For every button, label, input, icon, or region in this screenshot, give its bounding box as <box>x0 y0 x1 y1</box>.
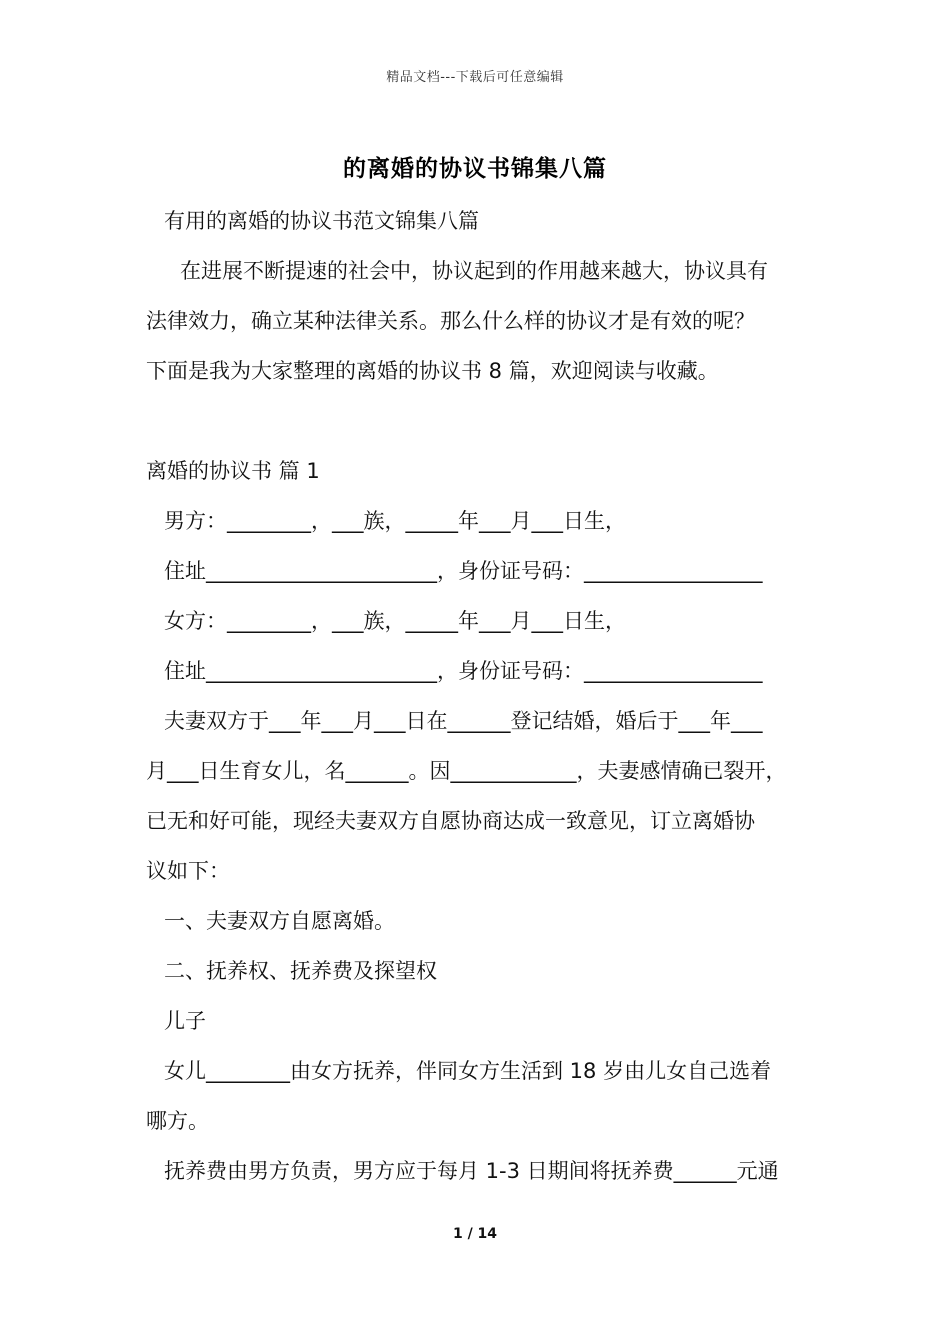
body-line-son: 儿子 <box>164 1009 206 1033</box>
page-number: 1 / 14 <box>452 1226 498 1242</box>
document-title: 的离婚的协议书锦集八篇 <box>343 156 607 182</box>
body-line-male-address: 住址______________________，身份证号码：_________________ <box>164 559 763 583</box>
clause-one: 一、夫妻双方自愿离婚。 <box>164 909 395 933</box>
intro-line-1: 在进展不断提速的社会中，协议起到的作用越来越大，协议具有 <box>180 259 768 283</box>
body-line-male-party: 男方：________，___族，_____年___月___日生， <box>164 509 626 533</box>
body-line-female-address: 住址______________________，身份证号码：_________________ <box>164 659 763 683</box>
body-line-female-party: 女方：________，___族，_____年___月___日生， <box>164 609 626 633</box>
body-line-marriage-3: 已无和好可能，现经夫妻双方自愿协商达成一致意见，订立离婚协 <box>146 809 755 833</box>
document-subtitle: 有用的离婚的协议书范文锦集八篇 <box>164 209 479 233</box>
body-line-daughter-2: 哪方。 <box>146 1109 209 1133</box>
clause-two: 二、抚养权、抚养费及探望权 <box>164 959 437 983</box>
body-line-marriage-4: 议如下： <box>146 859 230 883</box>
body-line-marriage-2: 月___日生育女儿，名______。因____________，夫妻感情确已裂开， <box>146 759 787 783</box>
intro-line-3: 下面是我为大家整理的离婚的协议书 8 篇，欢迎阅读与收藏。 <box>146 359 719 383</box>
document-header-note: 精品文档---下载后可任意编辑 <box>386 70 564 85</box>
body-line-daughter-1: 女儿________由女方抚养，伴同女方生活到 18 岁由儿女自己选着 <box>164 1059 772 1083</box>
intro-line-2: 法律效力，确立某种法律关系。那么什么样的协议才是有效的呢？ <box>146 309 755 333</box>
section-heading: 离婚的协议书 篇 1 <box>146 459 320 483</box>
body-line-marriage-1: 夫妻双方于___年___月___日在______登记结婚，婚后于___年___ <box>164 709 763 733</box>
body-line-support: 抚养费由男方负责，男方应于每月 1-3 日期间将抚养费______元通 <box>164 1159 779 1183</box>
